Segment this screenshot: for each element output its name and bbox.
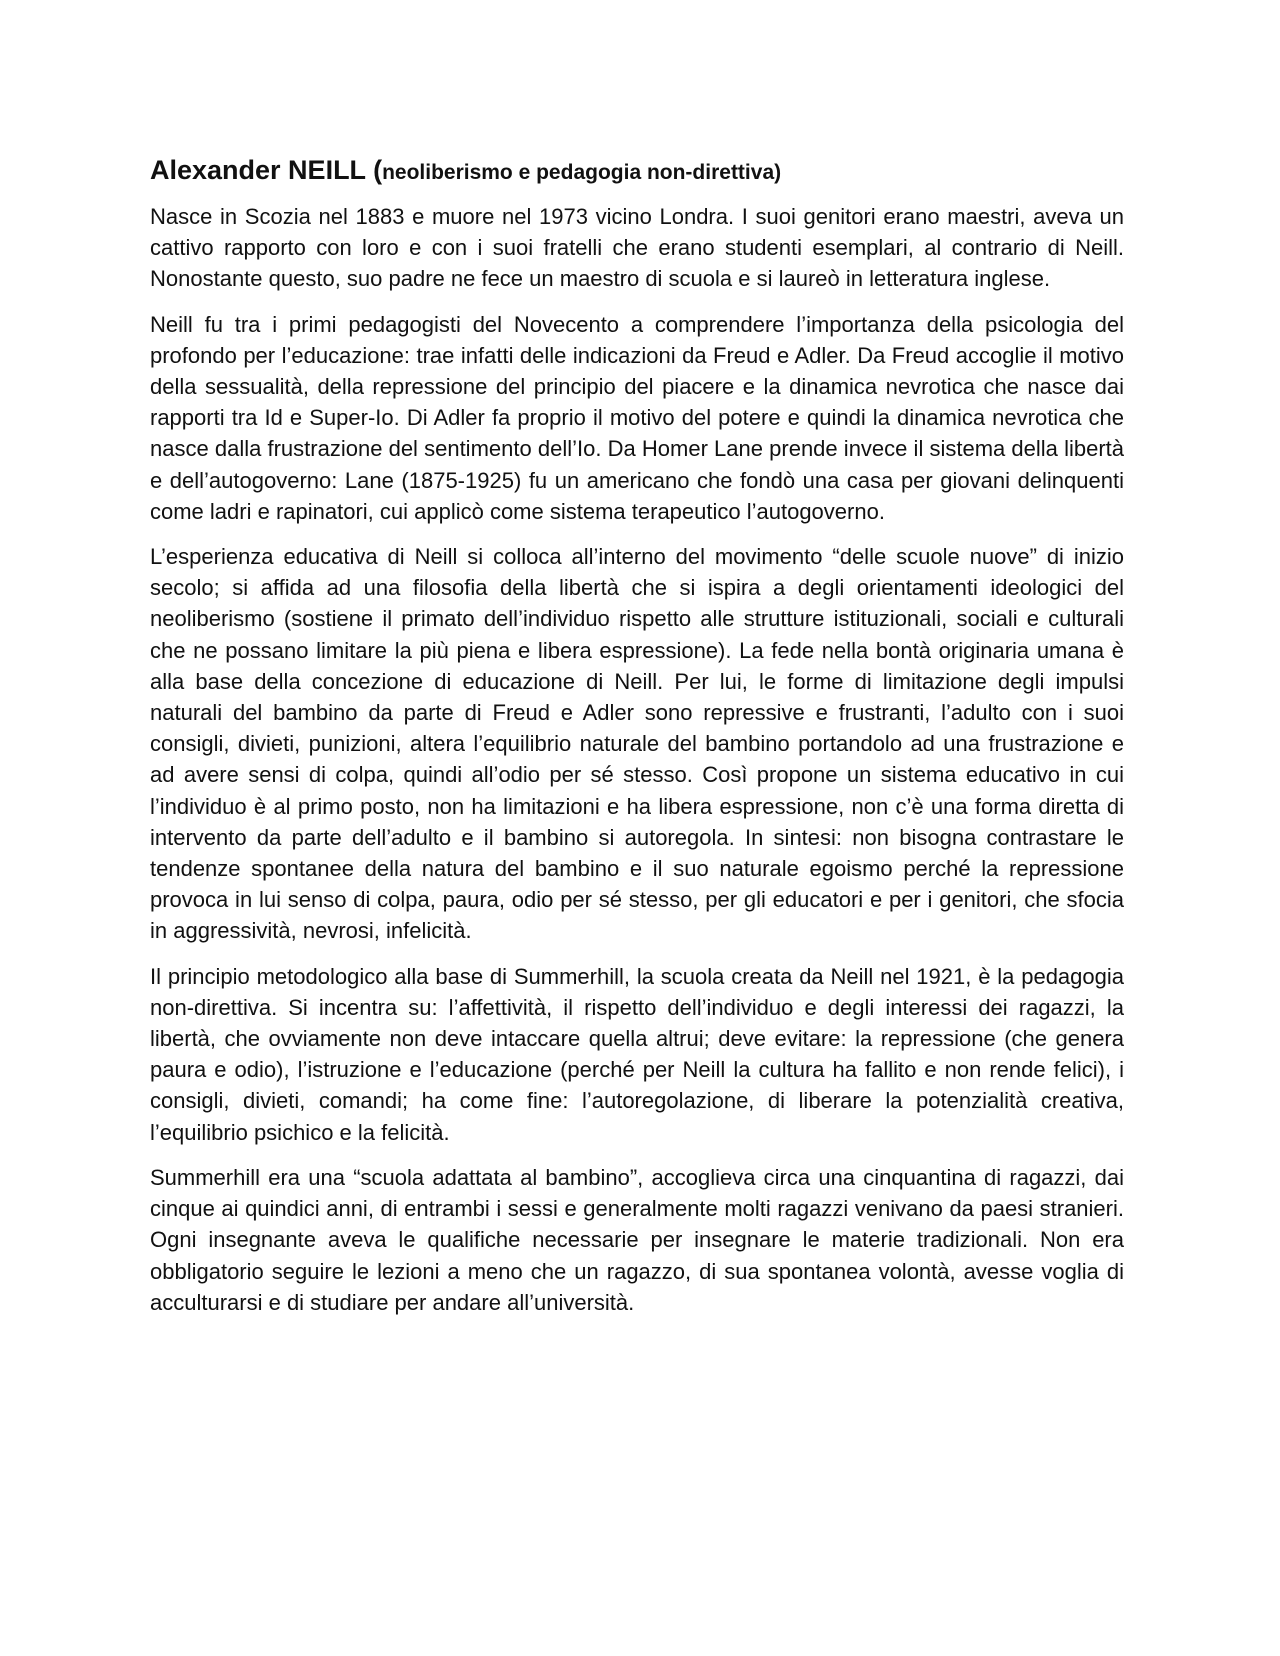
paragraph-influences: Neill fu tra i primi pedagogisti del Novecento a comprendere l’importanza della psicologia del profondo per l’educazione: trae infatti delle indicazioni da Freud e Adler. Da Freud accoglie il motivo della sessualità, della repressione del principio del piacere e la dinamica nevrotica che nasce dai rapporti tra Id e Super-Io. Di Adler fa proprio il motivo del potere e quindi la dinamica nevrotica che nasce dalla frustrazione del sentimento dell’Io. Da Homer Lane prende invece il sistema della libertà e dell’autogoverno: Lane (1875-1925) fu un americano che fondò una casa per giovani delinquenti come ladri e rapinatori, cui applicò come sistema terapeutico l’autogoverno. xyxy=(150,311,1124,524)
document-title xyxy=(150,150,1124,187)
paragraph-summerhill-school: Summerhill era una “scuola adattata al bambino”, accoglieva circa una cinquantina di ragazzi, dai cinque ai quindici anni, di entrambi i sessi e generalmente molti ragazzi venivano da paesi stranieri. Ogni insegnante aveva le qualifiche necessarie per insegnare le materie tradizionali. Non era obbligatorio seguire le lezioni a meno che un ragazzo, di sua spontanea volontà, avesse voglia di acculturarsi e di studiare per andare all’università. xyxy=(150,1164,1124,1315)
title-subtitle: neoliberismo e pedagogia non-direttiva) xyxy=(382,161,782,184)
title-name: Alexander NEILL ( xyxy=(150,155,383,185)
paragraph-biography: Nasce in Scozia nel 1883 e muore nel 1973 vicino Londra. I suoi genitori erano maestri, aveva un cattivo rapporto con loro e con i suoi fratelli che erano studenti esemplari, al contrario di Neill. Nonostante questo, suo padre ne fece un maestro di scuola e si laureò in letteratura inglese. xyxy=(150,204,1124,292)
paragraph-educational-experience: L’esperienza educativa di Neill si colloca all’interno del movimento “delle scuole nuove” di inizio secolo; si affida ad una filosofia della libertà che si ispira a degli orientamenti ideologici del neoliberismo (sostiene il primato dell’individuo rispetto alle strutture istituzionali, sociali e culturali che ne possano limitare la più piena e libera espressione). La fede nella bontà originaria umana è alla base della concezione di educazione di Neill. Per lui, le forme di limitazione degli impulsi naturali del bambino da parte di Freud e Adler sono repressive e frustranti, l’adulto con i suoi consigli, divieti, punizioni, altera l’equilibrio naturale del bambino portandolo ad una frustrazione e ad avere sensi di colpa, quindi all’odio per sé stesso. Così propone un sistema educativo in cui l’individuo è al primo posto, non ha limitazioni e ha libera espressione, non c’è una forma diretta di intervento da parte dell’adulto e il bambino si autoregola. In sintesi: non bisogna contrastare le tendenze spontanee della natura del bambino e il suo naturale egoismo perché la repressione provoca in lui senso di colpa, paura, odio per sé stesso, per gli educatori e per i genitori, che sfocia in aggressività, nevrosi, infelicità. xyxy=(150,544,1124,944)
document-page xyxy=(150,150,1124,1332)
paragraph-summerhill-principle: Il principio metodologico alla base di Summerhill, la scuola creata da Neill nel 1921, è la pedagogia non-direttiva. Si incentra su: l’affettività, il rispetto dell’individuo e degli interessi dei ragazzi, la libertà, che ovviamente non deve intaccare quella altrui; deve evitare: la repressione (che genera paura e odio), l’istruzione e l’educazione (perché per Neill la cultura ha fallito e non rende felici), i consigli, divieti, comandi; ha come fine: l’autoregolazione, di liberare la potenzialità creativa, l’equilibrio psichico e la felicità. xyxy=(150,963,1124,1145)
